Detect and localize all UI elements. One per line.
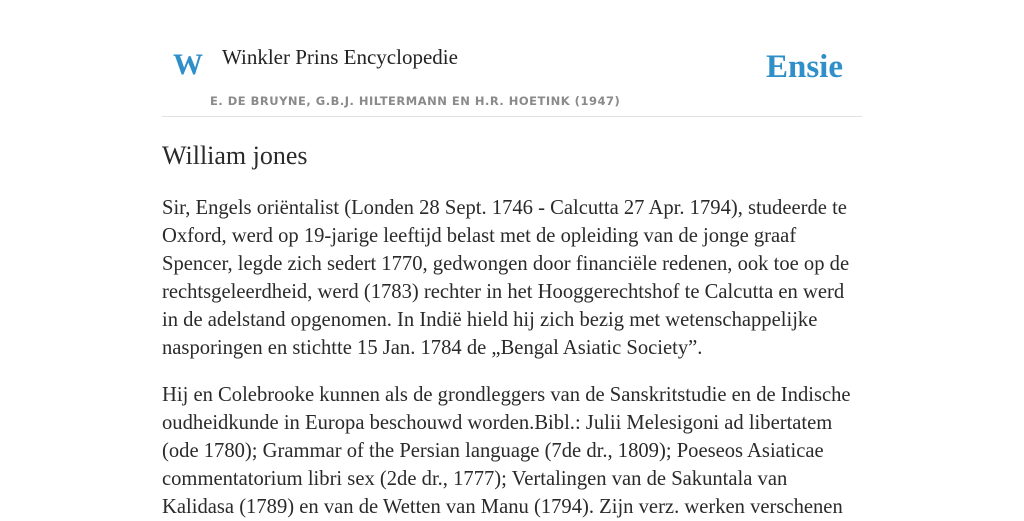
encyclopedia-authors: E. DE BRUYNE, G.B.J. HILTERMANN EN H.R. HOETINK (1947) xyxy=(210,94,621,108)
entry-paragraph: Sir, Engels oriëntalist (Londen 28 Sept. 1746 - Calcutta 27 Apr. 1794), studeerde te Oxford, werd op 19-jarige leeftijd belast met de opleiding van de jonge graaf Spencer, legde zich sedert 1770, gedwongen door financiële redenen, ook toe op de rechtsgeleerdheid, werd (1783) rechter in het Hooggerechtshof te Calcutta en werd in de adelstand opgenomen. In Indië hield hij zich bezig met wetenschappelijke nasporingen en stichtte 15 Jan. 1784 de „Bengal Asiatic Society”. xyxy=(162,197,850,359)
ensie-logo-link[interactable]: Ensie xyxy=(765,49,843,85)
site-header xyxy=(162,0,862,117)
encyclopedia-title-link[interactable]: Winkler Prins Encyclopedie xyxy=(222,45,458,69)
article-page xyxy=(162,0,862,521)
entry-title: William jones xyxy=(162,141,308,170)
encyclopedia-logo-icon[interactable]: W xyxy=(173,48,203,81)
entry-body xyxy=(162,194,862,521)
entry-paragraph: Hij en Colebrooke kunnen als de grondleggers van de Sanskritstudie en de Indische oudheidkunde in Europa beschouwd worden.Bibl.: Julii Melesigoni ad libertatem (ode 1780); Grammar of the Persian language (7de dr., 1809); Poeseos Asiaticae commentatorium libri sex (2de dr., 1777); Vertalingen van de Sakuntala van Kalidasa (1789) en van de Wetten van Manu (1794). Zijn verz. werken verschenen xyxy=(162,384,851,518)
